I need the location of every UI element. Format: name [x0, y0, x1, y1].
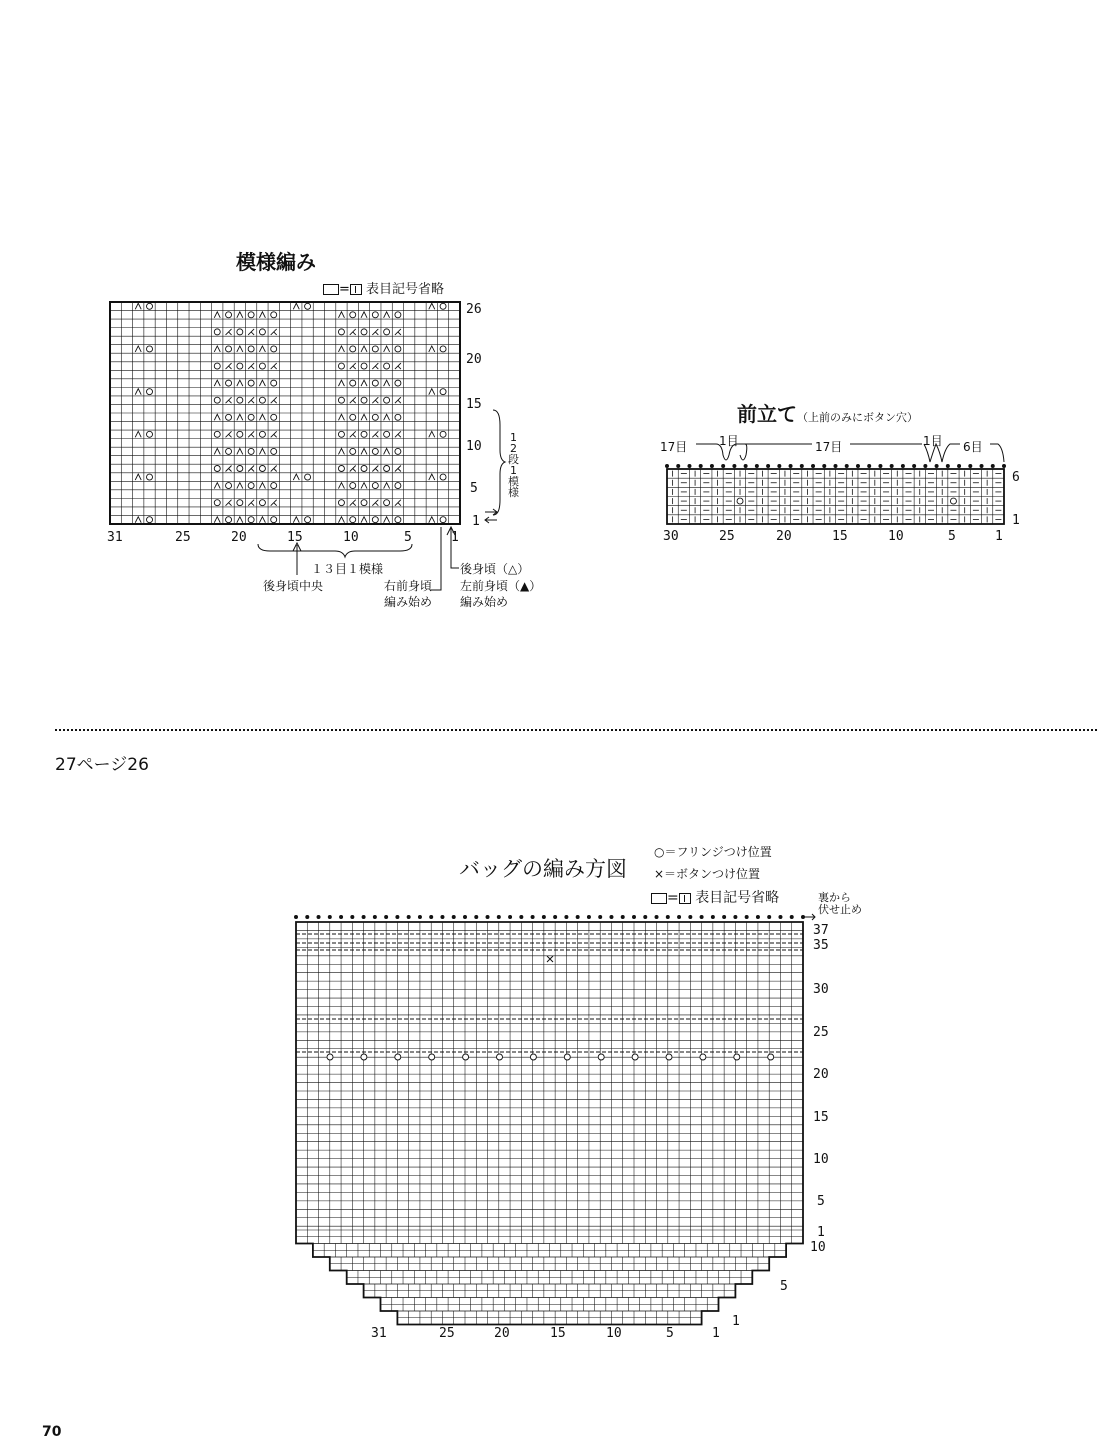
band-row-label: 1	[1012, 513, 1020, 528]
bag-title: バッグの編み方図	[459, 857, 627, 881]
bindoff-dot	[655, 915, 659, 919]
right-front-start-label: 編み始め	[384, 595, 433, 609]
bindoff-dot	[497, 915, 501, 919]
bindoff-dot	[756, 915, 760, 919]
bindoff-dot	[317, 915, 321, 919]
fringe-position-icon	[361, 1054, 367, 1060]
bindoff-dot	[576, 915, 580, 919]
bindoff-dot	[328, 915, 332, 919]
pattern-row-label: 26	[466, 302, 482, 317]
bag-row-label: 1	[817, 1225, 825, 1240]
bag-row-label: 10	[813, 1152, 829, 1167]
bag-col-label: 31	[371, 1326, 387, 1341]
fringe-position-icon	[463, 1054, 469, 1060]
bindoff-dot	[666, 915, 670, 919]
bindoff-dot	[440, 915, 444, 919]
left-front-label: 左前身頃（▲）	[460, 579, 542, 593]
band-dim: 6目	[963, 440, 983, 454]
bindoff-dot	[564, 915, 568, 919]
section-ref: 27ページ26	[55, 755, 149, 775]
band-col-label: 15	[832, 529, 848, 544]
pattern-col-label: 5	[404, 530, 412, 545]
pattern-col-label: 10	[343, 530, 359, 545]
fringe-position-icon	[598, 1054, 604, 1060]
pattern-col-label: 31	[107, 530, 123, 545]
back-center-label: 後身頃中央	[263, 579, 324, 593]
pattern-row-label: 5	[470, 481, 478, 496]
band-dim: 17目	[660, 440, 688, 454]
bindoff-dot	[711, 915, 715, 919]
pattern-row-label: 20	[466, 352, 482, 367]
bag-col-label: 15	[550, 1326, 566, 1341]
bag-row-label: 30	[813, 982, 829, 997]
bindoff-dot	[373, 915, 377, 919]
bag-col-label: 1	[712, 1326, 720, 1341]
bag-row-label: 37	[813, 923, 829, 938]
bindoff-dot	[395, 915, 399, 919]
bindoff-dot	[429, 915, 433, 919]
bindoff-dot	[778, 915, 782, 919]
fringe-position-icon	[768, 1054, 774, 1060]
bag-col-label: 5	[666, 1326, 674, 1341]
pattern-row-label: 15	[466, 397, 482, 412]
bindoff-arrow	[804, 914, 815, 920]
fringe-position-icon	[530, 1054, 536, 1060]
bag-legend-fringe: ○＝フリンジつけ位置	[654, 845, 772, 859]
left-front-start-label: 編み始め	[460, 595, 509, 609]
bag-legend-button: ×＝ボタンつけ位置	[654, 867, 761, 881]
bindoff-dot	[745, 915, 749, 919]
bag-row-label: 15	[813, 1110, 829, 1125]
bindoff-label: 裏から 伏せ止め	[818, 891, 862, 916]
fringe-position-icon	[497, 1054, 503, 1060]
fringe-position-icon	[734, 1054, 740, 1060]
pattern-col-label: 20	[231, 530, 247, 545]
band-dim: 17目	[815, 440, 843, 454]
fringe-position-icon	[327, 1054, 333, 1060]
bag-row-label: 20	[813, 1067, 829, 1082]
fringe-position-icon	[395, 1054, 401, 1060]
band-dim: 1目	[923, 434, 943, 448]
pattern-col-label: 15	[287, 530, 303, 545]
bindoff-dot	[598, 915, 602, 919]
band-title: 前立て（上前のみにボタン穴）	[737, 402, 918, 426]
bindoff-dot	[463, 915, 467, 919]
bag-col-label: 25	[439, 1326, 455, 1341]
bindoff-dot	[553, 915, 557, 919]
bindoff-dot	[508, 915, 512, 919]
bindoff-dot	[688, 915, 692, 919]
bindoff-dot	[452, 915, 456, 919]
bindoff-dot	[418, 915, 422, 919]
bindoff-dot	[587, 915, 591, 919]
bindoff-dot	[294, 915, 298, 919]
band-col-label: 1	[995, 529, 1003, 544]
fringe-position-icon	[700, 1054, 706, 1060]
fringe-position-icon	[429, 1054, 435, 1060]
bag-shaping-label: 1	[732, 1314, 740, 1329]
band-col-label: 30	[663, 529, 679, 544]
pattern-col-label: 1	[451, 530, 459, 545]
bag-grid	[296, 922, 803, 1325]
bindoff-dot	[350, 915, 354, 919]
bag-col-label: 10	[606, 1326, 622, 1341]
bindoff-dot	[677, 915, 681, 919]
bindoff-dot	[609, 915, 613, 919]
bag-outline	[296, 922, 803, 1325]
band-col-label: 10	[888, 529, 904, 544]
fringe-position-icon	[632, 1054, 638, 1060]
bindoff-dot	[407, 915, 411, 919]
pattern-legend: = 表目記号省略	[323, 278, 444, 297]
band-dim: 1目	[719, 434, 739, 448]
bag-row-label: 5	[817, 1194, 825, 1209]
band-col-label: 25	[719, 529, 735, 544]
bindoff-dot	[643, 915, 647, 919]
bag-col-label: 20	[494, 1326, 510, 1341]
bindoff-dot	[790, 915, 794, 919]
band-row-label: 6	[1012, 470, 1020, 485]
bag-shaping-label: 10	[810, 1240, 826, 1255]
bag-row-label: 35	[813, 938, 829, 953]
bag-shaping-label: 5	[780, 1279, 788, 1294]
pattern-row-label: 10	[466, 439, 482, 454]
bindoff-dot	[767, 915, 771, 919]
bindoff-dot	[384, 915, 388, 919]
repeat-cols-label: １３目１模様	[311, 562, 384, 576]
bindoff-dot	[362, 915, 366, 919]
bindoff-dot	[519, 915, 523, 919]
repeat-rows-label: 1 2 段 1 模 様	[508, 431, 519, 499]
pattern-row-label: 1	[472, 514, 480, 529]
pattern-title: 模様編み	[236, 250, 316, 274]
bindoff-dot	[733, 915, 737, 919]
bindoff-dot	[632, 915, 636, 919]
bindoff-dot	[474, 915, 478, 919]
bindoff-dot	[542, 915, 546, 919]
fringe-position-icon	[564, 1054, 570, 1060]
button-position-icon	[547, 956, 553, 962]
bindoff-dot	[531, 915, 535, 919]
right-front-label: 右前身頃	[384, 579, 433, 593]
bag-row-label: 25	[813, 1025, 829, 1040]
band-col-label: 20	[776, 529, 792, 544]
band-col-label: 5	[948, 529, 956, 544]
page-number: 70	[42, 1424, 62, 1440]
bindoff-dot	[486, 915, 490, 919]
back-label: 後身頃（△）	[460, 562, 530, 576]
pattern-col-label: 25	[175, 530, 191, 545]
bindoff-dot	[621, 915, 625, 919]
bindoff-dot	[305, 915, 309, 919]
bindoff-dot	[339, 915, 343, 919]
bag-legend-symbol: = 表目記号省略	[651, 887, 779, 907]
fringe-position-icon	[666, 1054, 672, 1060]
bindoff-dot	[722, 915, 726, 919]
bindoff-dot	[700, 915, 704, 919]
